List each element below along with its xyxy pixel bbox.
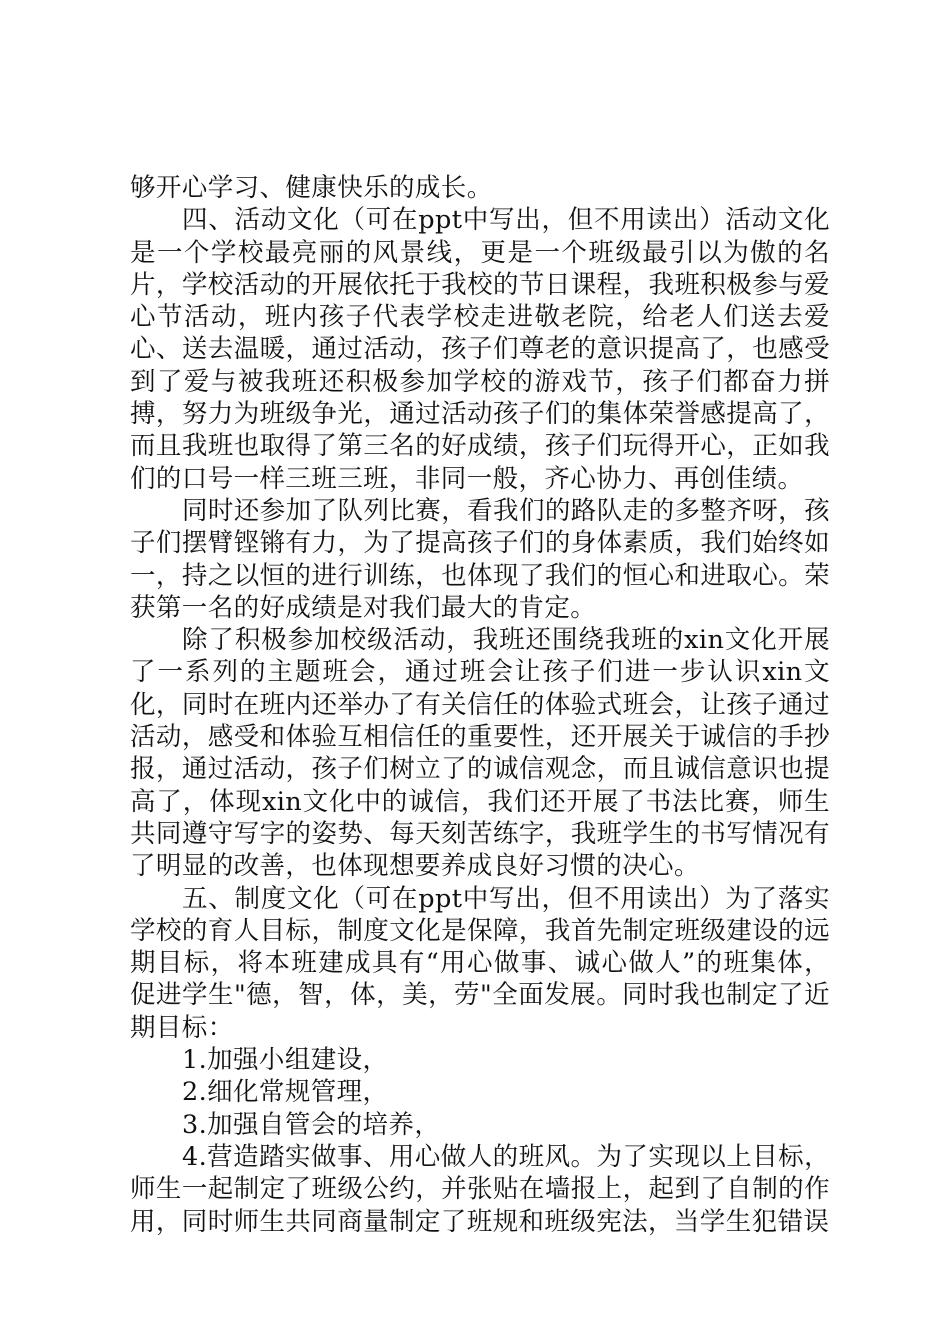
paragraph-system-culture: 五、制度文化（可在ppt中写出，但不用读出）为了落实学校的育人目标，制度文化是保障，我首先制定班级建设的远期目标，将本班建成具有“用心做事、诚心做人”的班集体，促进学生"德，智，体，美，劳"全面发展。同时我也制定了近期目标：	[130, 883, 830, 1043]
list-item-goal-2: 2.细化常规管理，	[182, 1077, 389, 1108]
list-item-goal-1: 1.加强小组建设，	[182, 1045, 389, 1076]
list-item-goal-3: 3.加强自管会的培养，	[182, 1109, 441, 1140]
paragraph-marching-contest: 同时还参加了队列比赛，看我们的路队走的多整齐呀，孩子们摆臂铿锵有力，为了提高孩子们的身体素质，我们始终如一，持之以恒的进行训练，也体现了我们的恒心和进取心。荣获第一名的好成绩是对我们最大的肯定。	[130, 495, 830, 623]
list-item-goal-4: 4.营造踏实做事、用心做人的班风。为了实现以上目标，师生一起制定了班级公约，并张贴在墙报上，起到了自制的作用，同时师生共同商量制定了班规和班级宪法，当学生犯错误	[130, 1141, 830, 1237]
paragraph-xin-culture: 除了积极参加校级活动，我班还围绕我班的xin文化开展了一系列的主题班会，通过班会让孩子们进一步认识xin文化，同时在班内还举办了有关信任的体验式班会，让孩子通过活动，感受和体验互相信任的重要性，还开展关于诚信的手抄报，通过活动，孩子们树立了的诚信观念，而且诚信意识也提高了，体现xin文化中的诚信，我们还开展了书法比赛，师生共同遵守写字的姿势、每天刻苦练字，我班学生的书写情况有了明显的改善，也体现想要养成良好习惯的决心。	[130, 625, 830, 882]
paragraph-continuation: 够开心学习、健康快乐的成长。	[130, 173, 493, 203]
document-body	[130, 172, 830, 1238]
paragraph-activity-culture: 四、活动文化（可在ppt中写出，但不用读出）活动文化是一个学校最亮丽的风景线，更是一个班级最引以为傲的名片，学校活动的开展依托于我校的节日课程，我班积极参与爱心节活动，班内孩子代表学校走进敬老院，给老人们送去爱心、送去温暖，通过活动，孩子们尊老的意识提高了，也感受到了爱与被我班还积极参加学校的游戏节，孩子们都奋力拼搏，努力为班级争光，通过活动孩子们的集体荣誉感提高了，而且我班也取得了第三名的好成绩，孩子们玩得开心，正如我们的口号一样三班三班，非同一般，齐心协力、再创佳绩。	[130, 205, 830, 494]
